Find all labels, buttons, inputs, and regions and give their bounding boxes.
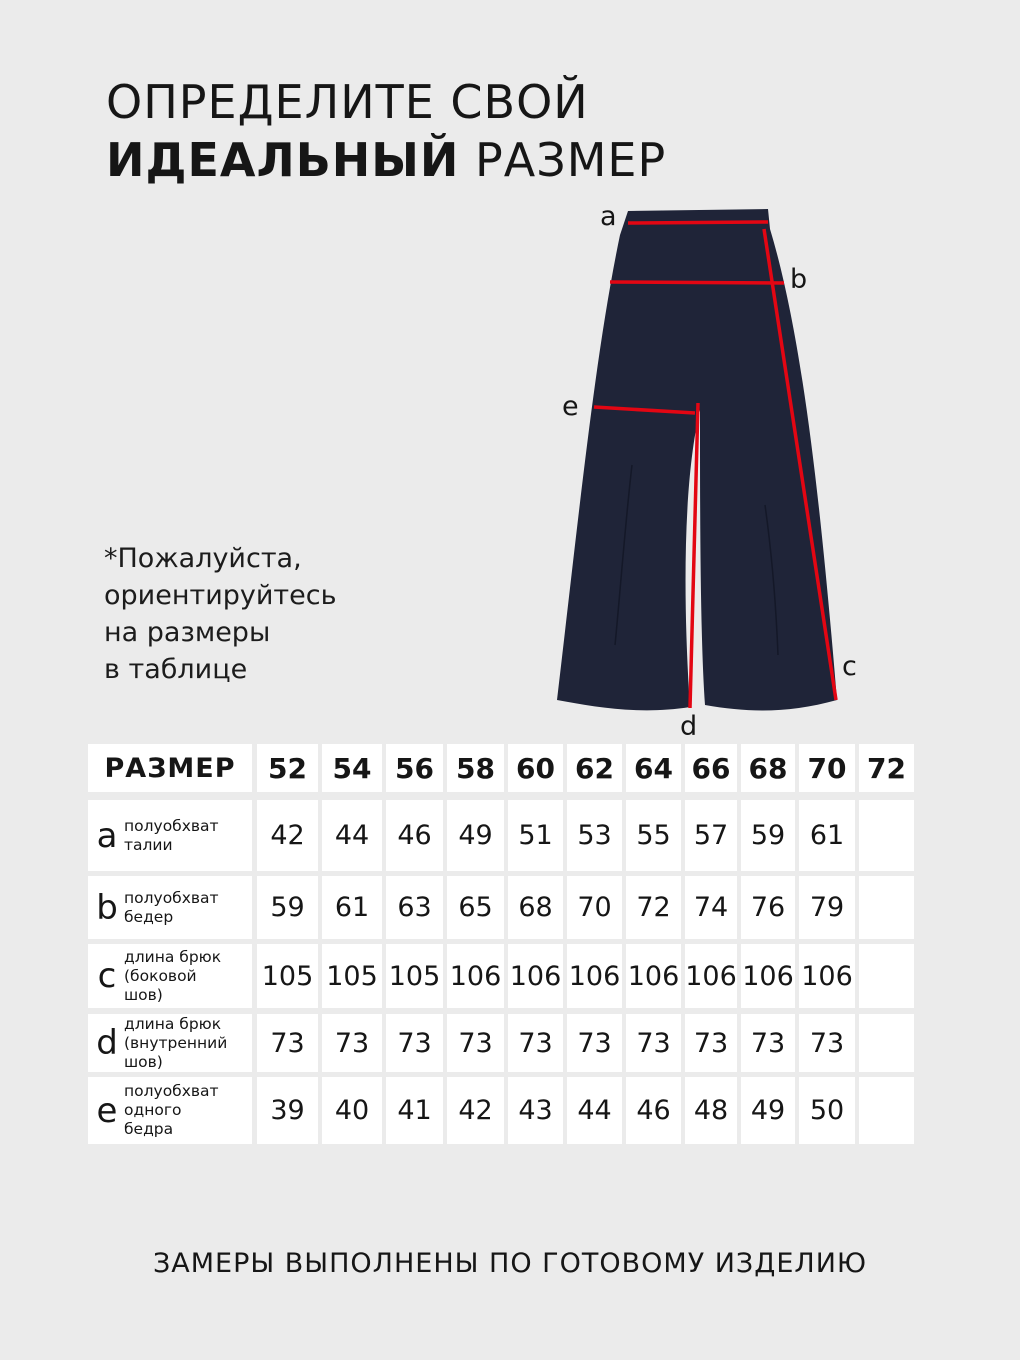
cell-e-66: 48: [685, 1077, 737, 1144]
cell-a-68: 59: [741, 800, 795, 871]
cell-a-72: [859, 800, 914, 871]
cell-b-66: 74: [685, 876, 737, 939]
cell-d-64: 73: [626, 1014, 681, 1072]
cell-d-58: 73: [447, 1014, 504, 1072]
cell-c-66: 106: [685, 944, 737, 1008]
cell-a-62: 53: [567, 800, 622, 871]
cell-b-62: 70: [567, 876, 622, 939]
header-size-label: РАЗМЕР: [88, 744, 252, 792]
cell-c-70: 106: [799, 944, 855, 1008]
header-size-66: 66: [685, 744, 737, 792]
cell-a-52: 42: [257, 800, 318, 871]
cell-d-52: 73: [257, 1014, 318, 1072]
cell-c-60: 106: [508, 944, 563, 1008]
cell-a-66: 57: [685, 800, 737, 871]
page-title-line-1: ОПРЕДЕЛИТЕ СВОЙ: [106, 75, 589, 129]
cell-d-54: 73: [322, 1014, 382, 1072]
cell-b-56: 63: [386, 876, 443, 939]
row-letter: e: [96, 1090, 118, 1131]
row-letter: a: [96, 815, 118, 856]
cell-d-70: 73: [799, 1014, 855, 1072]
cell-a-60: 51: [508, 800, 563, 871]
cell-e-64: 46: [626, 1077, 681, 1144]
cell-c-58: 106: [447, 944, 504, 1008]
cell-e-56: 41: [386, 1077, 443, 1144]
cell-e-54: 40: [322, 1077, 382, 1144]
label-e: e: [562, 391, 579, 422]
label-b: b: [790, 264, 808, 295]
cell-b-64: 72: [626, 876, 681, 939]
cell-e-58: 42: [447, 1077, 504, 1144]
row-letter: d: [96, 1023, 118, 1063]
header-size-70: 70: [799, 744, 855, 792]
cell-d-62: 73: [567, 1014, 622, 1072]
header-size-68: 68: [741, 744, 795, 792]
row-description: длина брюк (боковой шов): [124, 947, 222, 1004]
cell-e-70: 50: [799, 1077, 855, 1144]
label-a: a: [600, 201, 617, 232]
cell-b-70: 79: [799, 876, 855, 939]
page-title-rest: РАЗМЕР: [459, 133, 667, 187]
trousers-illustration: [540, 195, 880, 740]
header-size-56: 56: [386, 744, 443, 792]
row-description: длина брюк (внутренний шов): [124, 1014, 228, 1071]
cell-b-52: 59: [257, 876, 318, 939]
row-label-b: [88, 876, 252, 939]
label-c: c: [842, 651, 857, 682]
cell-e-62: 44: [567, 1077, 622, 1144]
footer-note: ЗАМЕРЫ ВЫПОЛНЕНЫ ПО ГОТОВОМУ ИЗДЕЛИЮ: [152, 1248, 868, 1279]
cell-a-58: 49: [447, 800, 504, 871]
measure-line-a: [628, 222, 768, 223]
header-size-64: 64: [626, 744, 681, 792]
cell-a-70: 61: [799, 800, 855, 871]
cell-d-66: 73: [685, 1014, 737, 1072]
cell-c-54: 105: [322, 944, 382, 1008]
header-size-58: 58: [447, 744, 504, 792]
measure-line-b: [610, 282, 784, 283]
cell-c-56: 105: [386, 944, 443, 1008]
size-note: *Пожалуйста, ориентируйтесь на размеры в таблице: [104, 543, 337, 685]
cell-d-68: 73: [741, 1014, 795, 1072]
header-size-54: 54: [322, 744, 382, 792]
header-size-60: 60: [508, 744, 563, 792]
row-label-d: [88, 1014, 252, 1072]
cell-d-72: [859, 1014, 914, 1072]
row-description: полуобхват одного бедра: [124, 1082, 219, 1138]
cell-b-60: 68: [508, 876, 563, 939]
row-description: полуобхват бедер: [124, 888, 219, 926]
cell-e-60: 43: [508, 1077, 563, 1144]
cell-a-56: 46: [386, 800, 443, 871]
cell-e-68: 49: [741, 1077, 795, 1144]
cell-c-62: 106: [567, 944, 622, 1008]
row-label-c: [88, 944, 252, 1008]
row-label-a: [88, 800, 252, 871]
cell-c-68: 106: [741, 944, 795, 1008]
cell-c-64: 106: [626, 944, 681, 1008]
cell-b-54: 61: [322, 876, 382, 939]
label-d: d: [680, 711, 698, 740]
header-size-62: 62: [567, 744, 622, 792]
header-size-52: 52: [257, 744, 318, 792]
cell-a-64: 55: [626, 800, 681, 871]
cell-d-60: 73: [508, 1014, 563, 1072]
row-letter: c: [97, 956, 117, 996]
cell-b-68: 76: [741, 876, 795, 939]
row-label-e: [88, 1077, 252, 1144]
page-title-line-2: [106, 132, 666, 188]
row-letter: b: [96, 887, 118, 928]
cell-d-56: 73: [386, 1014, 443, 1072]
cell-a-54: 44: [322, 800, 382, 871]
row-description: полуобхват талии: [124, 816, 219, 854]
page-title-bold: ИДЕАЛЬНЫЙ: [106, 133, 460, 187]
header-size-72: 72: [859, 744, 914, 792]
cell-e-52: 39: [257, 1077, 318, 1144]
cell-c-72: [859, 944, 914, 1008]
cell-c-52: 105: [257, 944, 318, 1008]
cell-b-58: 65: [447, 876, 504, 939]
cell-b-72: [859, 876, 914, 939]
cell-e-72: [859, 1077, 914, 1144]
